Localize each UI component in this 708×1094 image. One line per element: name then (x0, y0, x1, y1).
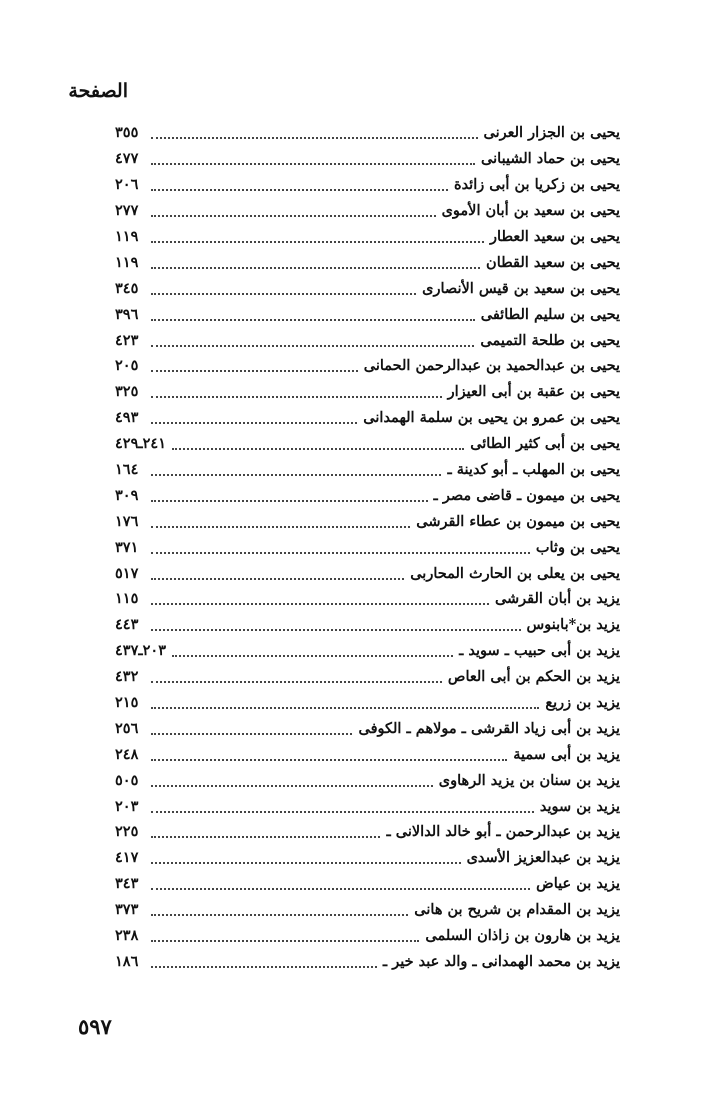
dot-leader (151, 887, 530, 890)
dot-leader (151, 835, 380, 838)
dot-leader (151, 473, 441, 476)
dot-leader (151, 214, 436, 217)
entry-page-number: ٢٠٣ (115, 797, 139, 815)
entry-page-number: ٥٠٥ (115, 771, 139, 789)
entry-name: يحيى بن ميمون ـ قاضى مصر ـ (433, 486, 620, 504)
entry-page-number: ١١٩ (115, 228, 139, 245)
entry-name: يحيى بن سعيد العطار (490, 228, 620, 245)
dot-leader (151, 577, 404, 580)
index-entry (115, 120, 620, 146)
dot-leader (151, 499, 428, 502)
entry-page-number: ٤٧٧ (115, 150, 139, 168)
dot-leader (151, 292, 416, 295)
index-entry (115, 949, 620, 975)
dot-leader (151, 913, 408, 916)
entry-page-number: ٢٠٥ (115, 357, 139, 375)
entry-page-number: ٢٥٦ (115, 719, 139, 737)
entry-name: يزيد بن سويد (539, 797, 620, 815)
dot-leader (151, 525, 410, 528)
dot-leader (151, 758, 507, 761)
index-entry (115, 638, 620, 664)
entry-name: يحيى بن ميمون بن عطاء القرشى (416, 512, 620, 530)
dot-leader (151, 551, 530, 554)
entry-name: يحيى بن يعلى بن الحارث المحاربى (410, 564, 620, 582)
dot-leader (151, 602, 489, 605)
entry-name: يزيد بن محمد الهمدانى ـ والد عبد خير ـ (382, 952, 620, 970)
entry-name: يحيى بن عبدالحميد بن عبدالرحمن الحمانى (363, 357, 620, 375)
column-header: الصفحة (68, 80, 128, 102)
entry-page-number: ٢٠٦ (115, 176, 139, 194)
index-entry (115, 249, 620, 275)
entry-page-number: ٥١٧ (115, 564, 139, 582)
entry-name: يحيى بن سعيد بن أبان الأموى (441, 202, 620, 220)
entry-name: يحيى بن الجزار العرنى (483, 124, 620, 142)
entry-name: يزيد بن عبدالعزيز الأسدى (466, 849, 620, 867)
index-entry (115, 819, 620, 845)
dot-leader (151, 680, 442, 683)
index-entry (115, 508, 620, 534)
entry-name: يحيى بن حماد الشيبانى (481, 150, 620, 168)
index-entry (115, 767, 620, 793)
index-entry (115, 198, 620, 224)
index-entry (115, 534, 620, 560)
dot-leader (151, 861, 461, 864)
entry-name: يحيى بن سعيد القطان (486, 253, 620, 271)
entry-page-number: ٤٣٢ (115, 668, 139, 686)
index-entry (115, 172, 620, 198)
entry-name: يحيى بن سليم الطائفى (480, 305, 620, 323)
entry-name: يزيد بن عياض (536, 875, 620, 893)
entry-page-number: ٤٩٣ (115, 409, 139, 427)
dot-leader (151, 395, 442, 398)
index-entry (115, 224, 620, 250)
index-entry (115, 560, 620, 586)
entry-page-number: ١١٩ (115, 253, 139, 271)
entry-page-number: ٢٢٥ (115, 823, 139, 841)
dot-leader (151, 344, 474, 347)
entry-name: يزيد بن المقدام بن شريح بن هانى (414, 901, 620, 919)
dot-leader (172, 654, 453, 657)
index-entry (115, 275, 620, 301)
entry-name: يحيى بن وثاب (535, 538, 620, 556)
entry-page-number: ٤٤٣ (115, 616, 139, 634)
dot-leader (151, 784, 433, 787)
dot-leader (151, 421, 357, 424)
entry-page-number: ٣٠٩ (115, 486, 139, 504)
index-entry (115, 715, 620, 741)
entry-name: يحيى بن أبى كثير الطائى (470, 435, 620, 453)
index-entry (115, 431, 620, 457)
entry-name: يزيد بن سنان بن يزيد الرهاوى (438, 771, 620, 789)
index-entry (115, 690, 620, 716)
entry-page-number: ٢٣٨ (115, 927, 139, 945)
entry-name: يزيد بن أبى زياد القرشى ـ مولاهم ـ الكوفى (358, 719, 620, 737)
index-entry (115, 845, 620, 871)
entry-name: يحيى بن عمرو بن يحيى بن سلمة الهمدانى (363, 409, 620, 427)
dot-leader (151, 732, 352, 735)
index-entry (115, 664, 620, 690)
index-entry (115, 871, 620, 897)
page-number: ٥٩٧ (78, 1014, 112, 1039)
entry-name: يزيد بن عبدالرحمن ـ أبو خالد الدالانى ـ (386, 823, 620, 841)
index-entry (115, 482, 620, 508)
index-entry (115, 327, 620, 353)
index-entry (115, 301, 620, 327)
dot-leader (151, 266, 480, 269)
entry-name: يحيى بن سعيد بن قيس الأنصارى (422, 279, 620, 297)
dot-leader (172, 447, 464, 450)
entry-name: يزيد بن*بابنوس (526, 616, 620, 634)
dot-leader (151, 628, 521, 631)
index-entry (115, 741, 620, 767)
entry-page-number: ٣٢٥ (115, 383, 139, 401)
index-entry (115, 405, 620, 431)
dot-leader (151, 810, 534, 813)
entry-page-number: ٣٤٥ (115, 279, 139, 297)
dot-leader (151, 939, 419, 942)
entry-name: يزيد بن أبى سمية (513, 745, 620, 763)
index-entry (115, 353, 620, 379)
entry-page-number: ٣٧٣ (115, 901, 139, 919)
entry-name: يزيد بن أبان القرشى (494, 590, 620, 608)
entry-name: يزيد بن هارون بن زاذان السلمى (425, 927, 620, 945)
entry-name: يحيى بن المهلب ـ أبو كدينة ـ (447, 461, 620, 479)
entry-page-number: ٢٧٧ (115, 202, 139, 220)
entry-page-number: ١٧٦ (115, 512, 139, 530)
index-entry (115, 146, 620, 172)
entry-page-number: ٢٠٣ـ٤٣٧ (115, 642, 166, 660)
dot-leader (151, 318, 475, 321)
entry-page-number: ١١٥ (115, 590, 139, 608)
index-entry (115, 586, 620, 612)
dot-leader (151, 706, 539, 709)
entry-page-number: ١٨٦ (115, 952, 139, 970)
index-entry (115, 612, 620, 638)
entry-page-number: ٣٧١ (115, 538, 139, 556)
dot-leader (151, 188, 448, 191)
dot-leader (151, 162, 475, 165)
entry-name: يزيد بن أبى حبيب ـ سويد ـ (459, 642, 620, 660)
entry-page-number: ٢١٥ (115, 694, 139, 712)
entry-page-number: ١٦٤ (115, 461, 139, 479)
entry-name: يزيد بن الحكم بن أبى العاص (447, 668, 620, 686)
entry-name: يحيى بن زكريا بن أبى زائدة (453, 176, 620, 194)
dot-leader (151, 369, 358, 372)
index-entry (115, 793, 620, 819)
index-entry (115, 923, 620, 949)
entry-page-number: ٣٩٦ (115, 305, 139, 323)
index-entry (115, 457, 620, 483)
entry-page-number: ٢٤١ـ٤٢٩ (115, 435, 166, 453)
entry-page-number: ٣٥٥ (115, 124, 139, 142)
entry-name: يحيى بن عقبة بن أبى العيزار (447, 383, 620, 401)
entry-page-number: ٢٤٨ (115, 745, 139, 763)
dot-leader (151, 136, 478, 139)
index-list (115, 120, 620, 974)
entry-name: يحيى بن طلحة التميمى (480, 331, 620, 349)
dot-leader (151, 965, 377, 968)
entry-page-number: ٣٤٣ (115, 875, 139, 893)
dot-leader (151, 240, 484, 243)
entry-page-number: ٤٢٣ (115, 331, 139, 349)
entry-name: يزيد بن زريع (545, 694, 620, 712)
index-entry (115, 897, 620, 923)
index-entry (115, 379, 620, 405)
entry-page-number: ٤١٧ (115, 849, 139, 867)
